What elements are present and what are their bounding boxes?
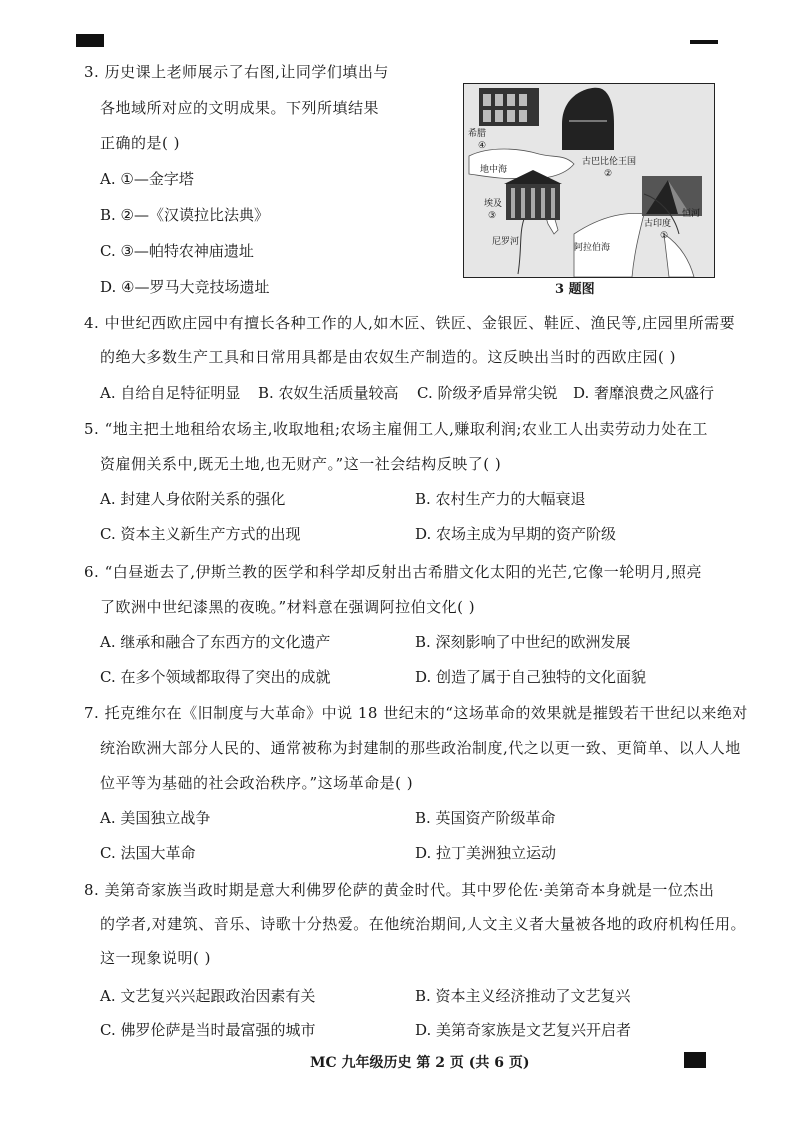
q8-stem-line2: 的学者,对建筑、音乐、诗歌十分热爱。在他统治期间,人文主义者大量被各地的政府机构任用。 <box>100 915 747 933</box>
q4-stem-line2: 的绝大多数生产工具和日常用具都是由农奴生产制造的。这反映出当时的西欧庄园( ) <box>100 348 676 366</box>
q5-stem-line2: 资雇佣关系中,既无土地,也无财产。”这一社会结构反映了( ) <box>100 455 502 473</box>
q7-option-b: B. 英国资产阶级革命 <box>415 809 556 827</box>
q6-stem-line2: 了欧洲中世纪漆黑的夜晚。”材料意在强调阿拉伯文化( ) <box>100 598 476 616</box>
map-label-ganges: 恒河 <box>682 209 701 219</box>
q4-option-b: B. 农奴生活质量较高 <box>258 384 399 402</box>
colosseum-image <box>479 88 539 126</box>
map-label-babylon-number: ② <box>604 169 613 179</box>
q5-option-c: C. 资本主义新生产方式的出现 <box>100 525 301 543</box>
q3-option-b: B. ②—《汉谟拉比法典》 <box>100 206 270 224</box>
q5-option-a: A. 封建人身依附关系的强化 <box>100 490 286 508</box>
q7-stem-line1: 7. 托克维尔在《旧制度与大革命》中说 18 世纪末的“这场革命的效果就是摧毁若干世纪以来绝对 <box>84 704 748 722</box>
q6-option-b: B. 深刻影响了中世纪的欧洲发展 <box>415 633 631 651</box>
q8-option-d: D. 美第奇家族是文艺复兴开启者 <box>415 1021 632 1039</box>
q8-stem-line3: 这一现象说明( ) <box>100 949 211 967</box>
q3-option-a: A. ①—金字塔 <box>100 170 194 188</box>
map-label-egypt: 埃及 <box>484 199 503 209</box>
map-drawing <box>464 84 714 277</box>
q3-stem-line2: 各地域所对应的文明成果。下列所填结果 <box>100 99 380 117</box>
q6-option-c: C. 在多个领域都取得了突出的成就 <box>100 668 331 686</box>
map-label-greece: 希腊 <box>468 129 487 139</box>
q6-stem-line1: 6. “白昼逝去了,伊斯兰教的医学和科学却反射出古希腊文化太阳的光芒,它像一轮明月,照亮 <box>84 563 703 581</box>
q5-stem-line1: 5. “地主把土地租给农场主,收取地租;农场主雇佣工人,赚取利润;农业工人出卖劳动力处在工 <box>84 420 708 438</box>
q7-stem-line3: 位平等为基础的社会政治秩序。”这场革命是( ) <box>100 774 414 792</box>
q3-option-c: C. ③—帕特农神庙遗址 <box>100 242 254 260</box>
q4-stem-line1: 4. 中世纪西欧庄园中有擅长各种工作的人,如木匠、铁匠、金银匠、鞋匠、渔民等,庄园里所需要 <box>84 314 736 332</box>
map-label-india-number: ① <box>660 231 669 241</box>
q7-option-d: D. 拉丁美洲独立运动 <box>415 844 557 862</box>
civilization-map <box>463 83 715 278</box>
map-label-arabian-sea: 阿拉伯海 <box>574 243 611 253</box>
map-label-mediterranean: 地中海 <box>480 165 508 175</box>
q5-option-b: B. 农村生产力的大幅衰退 <box>415 490 586 508</box>
q7-option-a: A. 美国独立战争 <box>100 809 211 827</box>
map-label-nile: 尼罗河 <box>492 237 520 247</box>
q8-option-a: A. 文艺复兴兴起跟政治因素有关 <box>100 987 316 1005</box>
q8-stem-line1: 8. 美第奇家族当政时期是意大利佛罗伦萨的黄金时代。其中罗伦佐·美第奇本身就是一位杰出 <box>84 881 715 899</box>
corner-mark-top-right <box>690 40 718 44</box>
q3-stem-line3: 正确的是( ) <box>100 134 180 152</box>
q8-option-c: C. 佛罗伦萨是当时最富强的城市 <box>100 1021 316 1039</box>
map-label-egypt-number: ③ <box>488 211 497 221</box>
q6-option-a: A. 继承和融合了东西方的文化遗产 <box>100 633 331 651</box>
q4-option-a: A. 自给自足特征明显 <box>100 384 241 402</box>
page-footer: MC 九年级历史 第 2 页 (共 6 页) <box>310 1055 530 1071</box>
corner-mark-top-left <box>76 34 104 47</box>
q8-option-b: B. 资本主义经济推动了文艺复兴 <box>415 987 631 1005</box>
q4-option-c: C. 阶级矛盾异常尖锐 <box>417 384 558 402</box>
corner-mark-bottom-right <box>684 1052 706 1068</box>
q3-stem-line1: 3. 历史课上老师展示了右图,让同学们填出与 <box>84 63 389 81</box>
q6-option-d: D. 创造了属于自己独特的文化面貌 <box>415 668 647 686</box>
q5-option-d: D. 农场主成为早期的资产阶级 <box>415 525 617 543</box>
q3-option-d: D. ④—罗马大竞技场遗址 <box>100 278 270 296</box>
map-caption: 3 题图 <box>555 282 595 297</box>
q7-stem-line2: 统治欧洲大部分人民的、通常被称为封建制的那些政治制度,代之以更一致、更简单、以人人地 <box>100 739 741 757</box>
map-label-babylon: 古巴比伦王国 <box>582 157 637 167</box>
map-label-india: 古印度 <box>644 219 672 229</box>
q7-option-c: C. 法国大革命 <box>100 844 196 862</box>
q4-option-d: D. 奢靡浪费之风盛行 <box>573 384 715 402</box>
map-label-greece-number: ④ <box>478 141 487 151</box>
